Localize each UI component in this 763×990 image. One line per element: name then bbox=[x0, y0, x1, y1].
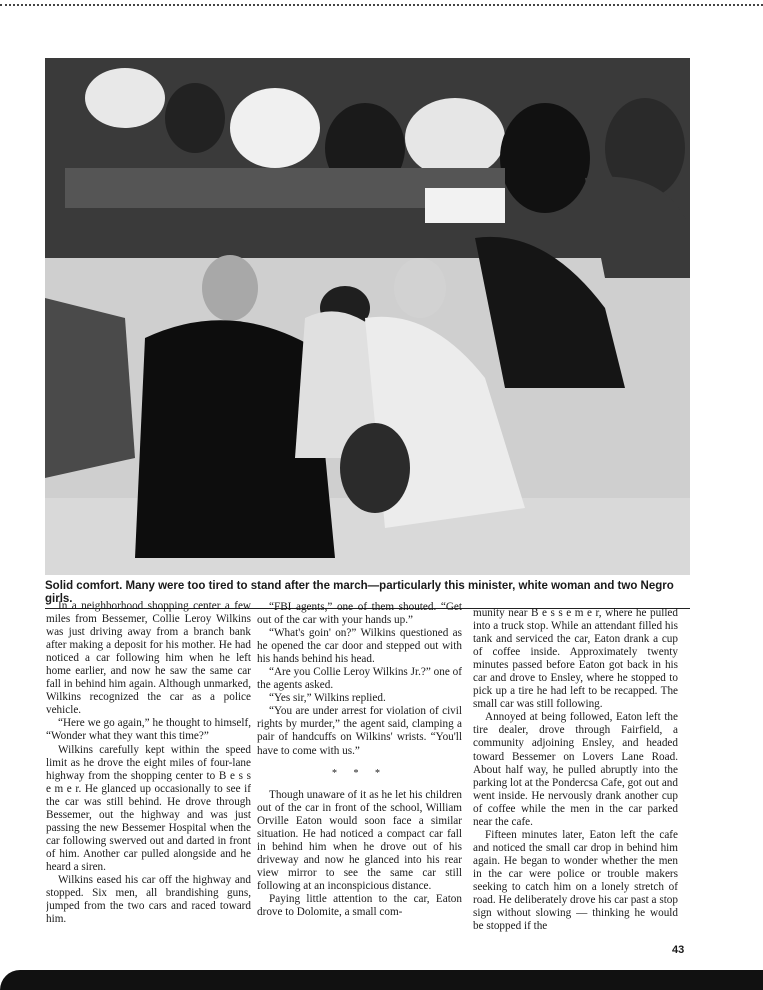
paragraph: Wilkins eased his car off the highway and stopped. Six men, all brandishing guns, jumped from the two cars and raced toward him. bbox=[46, 873, 251, 926]
top-dotted-rule bbox=[0, 4, 763, 6]
page-number: 43 bbox=[672, 944, 685, 956]
paragraph: “Yes sir,” Wilkins replied. bbox=[269, 692, 386, 705]
paragraph: “Here we go again,” he thought to himself, “Wonder what they want this time?” bbox=[46, 717, 251, 743]
article-column-3 bbox=[473, 607, 678, 952]
section-separator: * * * bbox=[332, 767, 387, 779]
paragraph: munity near B e s s e m e r, where he pulled into a truck stop. While an attendant filled his tank and serviced the car, Eaton drank a cup of coffee inside. Approximately twenty minutes passed before Eaton got back in his car and drove to Ensley, where he stopped to pick up a tire he had left to be recapped. The small car was still following. bbox=[473, 607, 678, 711]
paragraph: In a neighborhood shopping center a few miles from Bessemer, Collie Leroy Wilkins was just driving away from a branch bank after making a deposit for his mother. He had noticed a car following him when he left home earlier, and now he saw the same car fall in behind him again. Although unmarked, Wilkins recognized the car as a police vehicle. bbox=[46, 600, 251, 717]
paragraph: Paying little attention to the car, Eaton drove to Dolomite, a small com- bbox=[257, 892, 462, 919]
paragraph: “Are you Collie Leroy Wilkins Jr.?” one of the agents asked. bbox=[257, 666, 462, 692]
photo-illustration bbox=[45, 58, 690, 575]
news-photograph bbox=[45, 58, 690, 575]
paragraph: Wilkins carefully kept within the speed limit as he drove the eight miles of four-lane highway from the shopping center to B e s s e m e r. He glanced up occasionally to see if the car was still behind. He drove through Bessemer, out the highway and was just passing the new Bessemer Hospital when the car following swerved out and darted in front of him. Another car pulled alongside and he heard a siren. bbox=[46, 743, 251, 873]
paragraph: “What's goin' on?” Wilkins questioned as he opened the car door and stepped out with his hands behind his head. bbox=[257, 627, 462, 666]
paragraph: Fifteen minutes later, Eaton left the cafe and noticed the small car drop in behind him again. He began to wonder whether the men in the car were police or trouble makers seeking to catch him on a lonely stretch of road. He deliberately drove his car past a stop sign without slowing — thinking he would be stopped if the bbox=[473, 828, 678, 933]
paragraph: Annoyed at being followed, Eaton left the tire dealer, drove through Fairfield, a community adjoining Ensley, and headed toward Bessemer on Lovers Lane Road. About half way, he pulled abruptly into the parking lot at the Pondercsa Cafe, got out and went inside. He nervously drank another cup of coffee while the men in the car parked near the cafe. bbox=[473, 711, 678, 828]
photo-caption: Solid comfort. Many were too tired to stand after the march—particularly this minister, white woman and two Negro girls. bbox=[45, 580, 674, 605]
paragraph: “You are under arrest for violation of civil rights by murder,” the agent said, clamping a pair of handcuffs on Wilkins' wrists. “You'll have to come with us.” bbox=[257, 705, 462, 757]
article-column-2 bbox=[257, 601, 462, 946]
paragraph: Though unaware of it as he let his children out of the car in front of the school, William Orville Eaton would soon face a similar situation. He had noticed a compact car fall in behind him when he drove out of his driveway and now he glanced into his rear view mirror to see the same car still following at an inconspicious distance. bbox=[257, 788, 462, 892]
article-column-1 bbox=[46, 600, 251, 945]
paragraph: “FBI agents,” one of them shouted. “Get out of the car with your hands up.” bbox=[257, 601, 462, 627]
scan-edge-shadow bbox=[0, 970, 763, 990]
